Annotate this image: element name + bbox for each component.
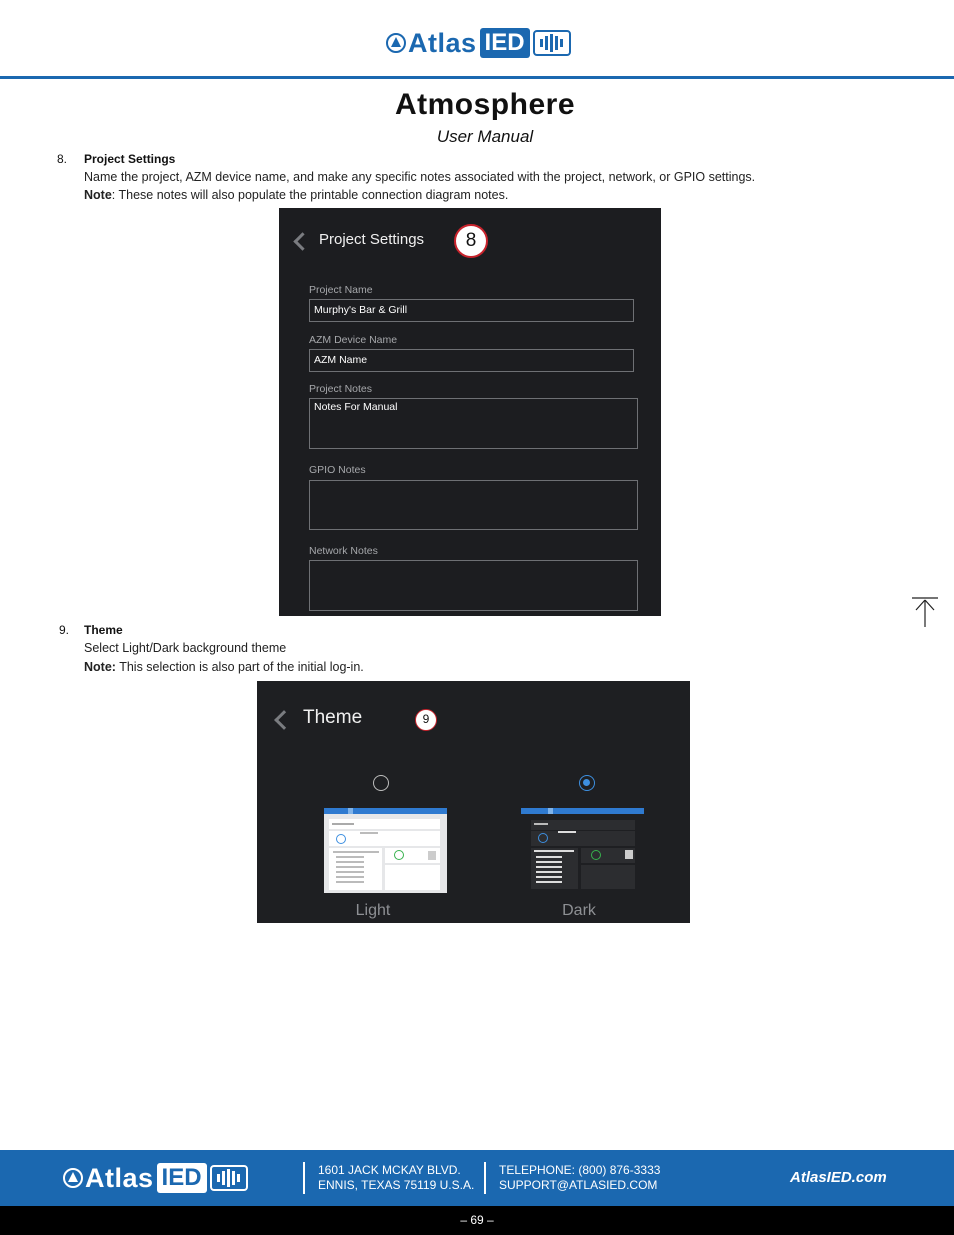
- callout-badge-9: 9: [415, 709, 437, 731]
- page-number: – 69 –: [0, 1206, 954, 1235]
- light-theme-radio[interactable]: [373, 775, 389, 791]
- project-name-input[interactable]: Murphy's Bar & Grill: [309, 299, 634, 322]
- project-settings-screenshot: [279, 208, 661, 616]
- footer-email[interactable]: SUPPORT@ATLASIED.COM: [499, 1177, 658, 1192]
- theme-screenshot: [257, 681, 690, 923]
- device-name-input[interactable]: AZM Name: [309, 349, 634, 372]
- dark-theme-label: Dark: [562, 902, 596, 919]
- footer: [0, 1150, 954, 1206]
- logo-wordmark: Atlas: [408, 27, 477, 58]
- section-9-text: Select Light/Dark background theme: [84, 641, 287, 655]
- callout-badge-8: 8: [454, 224, 488, 258]
- atlas-logo-icon: [386, 33, 406, 53]
- note-text: : These notes will also populate the printable connection diagram notes.: [111, 188, 509, 202]
- network-notes-textarea[interactable]: [309, 560, 638, 611]
- screen-title: Theme: [303, 707, 363, 728]
- project-notes-textarea[interactable]: Notes For Manual: [309, 398, 638, 449]
- footer-website-link[interactable]: AtlasIED.com: [790, 1169, 887, 1186]
- section-9-title: Theme: [84, 623, 123, 637]
- address-line-2: ENNIS, TEXAS 75119 U.S.A.: [318, 1177, 475, 1192]
- section-8-note: [84, 188, 508, 202]
- footer-address: [318, 1163, 474, 1192]
- footer-phone: TELEPHONE: (800) 876-3333: [499, 1163, 661, 1177]
- section-8-number: 8.: [57, 152, 68, 166]
- screen-title: Project Settings: [319, 231, 425, 248]
- gpio-notes-textarea[interactable]: [309, 480, 638, 530]
- back-chevron-icon[interactable]: [293, 232, 311, 250]
- address-line-1: 1601 JACK MCKAY BLVD.: [318, 1163, 461, 1177]
- device-name-label: AZM Device Name: [309, 334, 398, 346]
- logo-wordmark: Atlas: [85, 1162, 154, 1193]
- atlas-logo-icon: [63, 1168, 83, 1188]
- section-9-note: [84, 660, 364, 674]
- project-notes-label: Project Notes: [309, 383, 373, 395]
- footer-contact: [499, 1163, 660, 1192]
- logo-badge: IED: [480, 28, 530, 58]
- gpio-notes-label: GPIO Notes: [309, 464, 366, 476]
- section-9-number: 9.: [59, 623, 70, 637]
- document-subtitle: User Manual: [436, 127, 534, 146]
- section-8-text: Name the project, AZM device name, and make any specific notes associated with the project, network, or GPIO settings.: [84, 170, 756, 184]
- header-logo: [386, 27, 571, 59]
- footer-divider: [484, 1162, 486, 1194]
- dark-theme-preview[interactable]: [521, 808, 644, 893]
- network-notes-label: Network Notes: [309, 545, 378, 557]
- note-label: Note:: [84, 660, 116, 674]
- soundbars-icon: [210, 1165, 248, 1191]
- preview-header-bar: [521, 808, 644, 814]
- project-name-label: Project Name: [309, 284, 373, 296]
- footer-logo: [63, 1162, 248, 1194]
- soundbars-icon: [533, 30, 571, 56]
- light-theme-label: Light: [355, 902, 391, 919]
- light-theme-preview[interactable]: [324, 808, 447, 893]
- preview-header-bar: [324, 808, 447, 814]
- note-label: Note: [84, 188, 112, 202]
- back-chevron-icon[interactable]: [274, 710, 294, 730]
- dark-theme-radio[interactable]: [579, 775, 595, 791]
- document-title: Atmosphere: [394, 88, 576, 121]
- logo-badge: IED: [157, 1163, 207, 1193]
- footer-divider: [303, 1162, 305, 1194]
- back-to-top-icon[interactable]: [912, 597, 938, 627]
- section-8-title: Project Settings: [84, 152, 176, 166]
- header-rule: [0, 76, 954, 79]
- note-text: This selection is also part of the initial log-in.: [115, 660, 364, 674]
